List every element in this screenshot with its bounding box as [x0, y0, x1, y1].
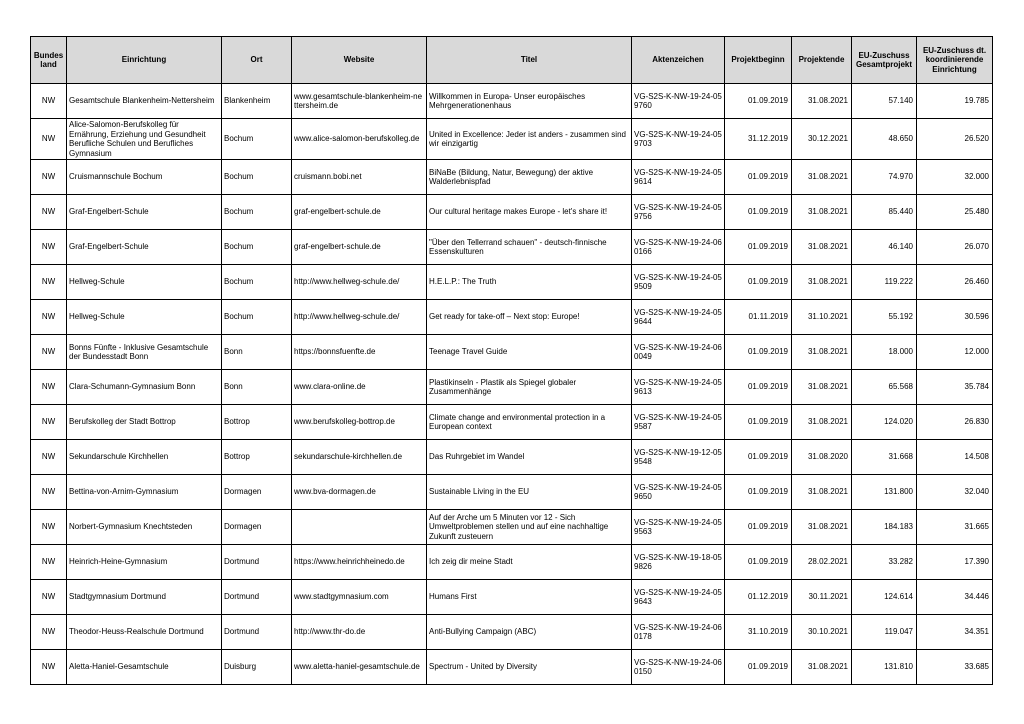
table-row: [31, 230, 993, 265]
header-row: [31, 37, 993, 84]
cell-bundesland: NW: [31, 545, 67, 580]
cell-eu-zuschuss-gesamt: 46.140: [852, 230, 917, 265]
cell-ort: Dortmund: [222, 615, 292, 650]
cell-aktenzeichen: VG-S2S-K-NW-19-24-060150: [632, 650, 725, 685]
cell-projektende: 30.12.2021: [792, 119, 852, 160]
cell-website: http://www.hellweg-schule.de/: [292, 300, 427, 335]
col-header-eu-zuschuss-koordinierend: EU-Zuschuss dt. koordinierende Einrichtung: [917, 37, 993, 84]
cell-website: www.aletta-haniel-gesamtschule.de: [292, 650, 427, 685]
col-header-aktenzeichen: Aktenzeichen: [632, 37, 725, 84]
cell-projektende: 31.08.2021: [792, 370, 852, 405]
cell-projektbeginn: 01.09.2019: [725, 230, 792, 265]
table-row: [31, 160, 993, 195]
cell-eu-zuschuss-gesamt: 124.020: [852, 405, 917, 440]
cell-titel: United in Excellence: Jeder ist anders - zusammen sind wir einzigartig: [427, 119, 632, 160]
cell-aktenzeichen: VG-S2S-K-NW-19-24-059756: [632, 195, 725, 230]
cell-eu-zuschuss-koordinierend: 19.785: [917, 84, 993, 119]
cell-projektbeginn: 01.09.2019: [725, 405, 792, 440]
cell-website: cruismann.bobi.net: [292, 160, 427, 195]
table-row: [31, 440, 993, 475]
cell-titel: Plastikinseln - Plastik als Spiegel globaler Zusammenhänge: [427, 370, 632, 405]
cell-einrichtung: Theodor-Heuss-Realschule Dortmund: [67, 615, 222, 650]
cell-einrichtung: Aletta-Haniel-Gesamtschule: [67, 650, 222, 685]
cell-website: sekundarschule-kirchhellen.de: [292, 440, 427, 475]
cell-website: http://www.thr-do.de: [292, 615, 427, 650]
cell-aktenzeichen: VG-S2S-K-NW-19-18-059826: [632, 545, 725, 580]
cell-projektbeginn: 01.09.2019: [725, 650, 792, 685]
col-header-bundesland: Bundes land: [31, 37, 67, 84]
cell-titel: Willkommen in Europa- Unser europäisches Mehrgenerationenhaus: [427, 84, 632, 119]
cell-bundesland: NW: [31, 615, 67, 650]
cell-eu-zuschuss-koordinierend: 31.665: [917, 510, 993, 545]
cell-titel: H.E.L.P.: The Truth: [427, 265, 632, 300]
cell-titel: BiNaBe (Bildung, Natur, Bewegung) der aktive Walderlebnispfad: [427, 160, 632, 195]
cell-ort: Bonn: [222, 370, 292, 405]
cell-aktenzeichen: VG-S2S-K-NW-19-24-059644: [632, 300, 725, 335]
cell-projektbeginn: 01.12.2019: [725, 580, 792, 615]
cell-ort: Bochum: [222, 195, 292, 230]
table-row: [31, 545, 993, 580]
col-header-eu-zuschuss-gesamt: EU-Zuschuss Gesamtprojekt: [852, 37, 917, 84]
cell-eu-zuschuss-gesamt: 85.440: [852, 195, 917, 230]
cell-ort: Blankenheim: [222, 84, 292, 119]
cell-einrichtung: Graf-Engelbert-Schule: [67, 230, 222, 265]
table-row: [31, 84, 993, 119]
cell-einrichtung: Sekundarschule Kirchhellen: [67, 440, 222, 475]
cell-projektende: 31.08.2021: [792, 230, 852, 265]
cell-ort: Dormagen: [222, 510, 292, 545]
cell-titel: Humans First: [427, 580, 632, 615]
table-row: [31, 300, 993, 335]
cell-projektende: 28.02.2021: [792, 545, 852, 580]
cell-projektbeginn: 01.09.2019: [725, 335, 792, 370]
cell-eu-zuschuss-gesamt: 74.970: [852, 160, 917, 195]
cell-eu-zuschuss-gesamt: 124.614: [852, 580, 917, 615]
cell-einrichtung: Bettina-von-Arnim-Gymnasium: [67, 475, 222, 510]
cell-ort: Bonn: [222, 335, 292, 370]
table-row: [31, 370, 993, 405]
cell-website: www.stadtgymnasium.com: [292, 580, 427, 615]
cell-website: [292, 510, 427, 545]
cell-einrichtung: Graf-Engelbert-Schule: [67, 195, 222, 230]
cell-eu-zuschuss-koordinierend: 26.520: [917, 119, 993, 160]
cell-bundesland: NW: [31, 335, 67, 370]
cell-titel: Auf der Arche um 5 Minuten vor 12 - Sich Umweltproblemen stellen und auf eine nachhaltige Zukunft zusteuern: [427, 510, 632, 545]
cell-bundesland: NW: [31, 195, 67, 230]
cell-projektende: 31.08.2021: [792, 475, 852, 510]
cell-website: https://www.heinrichheinedo.de: [292, 545, 427, 580]
cell-ort: Bottrop: [222, 440, 292, 475]
table-row: [31, 650, 993, 685]
cell-eu-zuschuss-koordinierend: 32.000: [917, 160, 993, 195]
cell-titel: Our cultural heritage makes Europe - let's share it!: [427, 195, 632, 230]
cell-eu-zuschuss-koordinierend: 32.040: [917, 475, 993, 510]
cell-projektbeginn: 01.09.2019: [725, 510, 792, 545]
cell-website: www.gesamtschule-blankenheim-nettersheim.de: [292, 84, 427, 119]
cell-bundesland: NW: [31, 370, 67, 405]
cell-website: www.bva-dormagen.de: [292, 475, 427, 510]
cell-eu-zuschuss-koordinierend: 12.000: [917, 335, 993, 370]
cell-projektende: 31.08.2021: [792, 265, 852, 300]
cell-aktenzeichen: VG-S2S-K-NW-19-24-059760: [632, 84, 725, 119]
cell-eu-zuschuss-gesamt: 55.192: [852, 300, 917, 335]
table-row: [31, 580, 993, 615]
cell-aktenzeichen: VG-S2S-K-NW-19-24-060049: [632, 335, 725, 370]
cell-eu-zuschuss-koordinierend: 35.784: [917, 370, 993, 405]
cell-eu-zuschuss-gesamt: 119.222: [852, 265, 917, 300]
cell-ort: Bochum: [222, 230, 292, 265]
cell-eu-zuschuss-gesamt: 31.668: [852, 440, 917, 475]
cell-aktenzeichen: VG-S2S-K-NW-19-24-059643: [632, 580, 725, 615]
cell-eu-zuschuss-koordinierend: 34.446: [917, 580, 993, 615]
cell-eu-zuschuss-koordinierend: 34.351: [917, 615, 993, 650]
table-row: [31, 119, 993, 160]
cell-projektende: 30.10.2021: [792, 615, 852, 650]
cell-aktenzeichen: VG-S2S-K-NW-19-24-060178: [632, 615, 725, 650]
cell-einrichtung: Hellweg-Schule: [67, 265, 222, 300]
cell-projektende: 31.08.2021: [792, 160, 852, 195]
cell-ort: Dortmund: [222, 545, 292, 580]
cell-projektbeginn: 01.09.2019: [725, 265, 792, 300]
table-row: [31, 265, 993, 300]
table-row: [31, 615, 993, 650]
cell-bundesland: NW: [31, 300, 67, 335]
cell-projektbeginn: 01.09.2019: [725, 370, 792, 405]
col-header-titel: Titel: [427, 37, 632, 84]
cell-aktenzeichen: VG-S2S-K-NW-19-24-059509: [632, 265, 725, 300]
table-row: [31, 510, 993, 545]
col-header-website: Website: [292, 37, 427, 84]
cell-projektbeginn: 01.09.2019: [725, 160, 792, 195]
cell-titel: Spectrum - United by Diversity: [427, 650, 632, 685]
cell-einrichtung: Berufskolleg der Stadt Bottrop: [67, 405, 222, 440]
project-table: [30, 36, 993, 685]
cell-projektende: 31.10.2021: [792, 300, 852, 335]
cell-bundesland: NW: [31, 119, 67, 160]
cell-ort: Duisburg: [222, 650, 292, 685]
cell-projektbeginn: 31.10.2019: [725, 615, 792, 650]
cell-bundesland: NW: [31, 510, 67, 545]
cell-projektbeginn: 01.11.2019: [725, 300, 792, 335]
cell-projektende: 31.08.2021: [792, 510, 852, 545]
cell-bundesland: NW: [31, 265, 67, 300]
cell-bundesland: NW: [31, 230, 67, 265]
cell-projektende: 31.08.2020: [792, 440, 852, 475]
cell-eu-zuschuss-gesamt: 57.140: [852, 84, 917, 119]
col-header-ort: Ort: [222, 37, 292, 84]
cell-website: www.berufskolleg-bottrop.de: [292, 405, 427, 440]
cell-aktenzeichen: VG-S2S-K-NW-19-24-060166: [632, 230, 725, 265]
cell-website: http://www.hellweg-schule.de/: [292, 265, 427, 300]
cell-eu-zuschuss-gesamt: 65.568: [852, 370, 917, 405]
cell-projektbeginn: 31.12.2019: [725, 119, 792, 160]
cell-eu-zuschuss-koordinierend: 33.685: [917, 650, 993, 685]
cell-bundesland: NW: [31, 84, 67, 119]
cell-projektende: 30.11.2021: [792, 580, 852, 615]
cell-ort: Bottrop: [222, 405, 292, 440]
cell-titel: Teenage Travel Guide: [427, 335, 632, 370]
col-header-projektbeginn: Projektbeginn: [725, 37, 792, 84]
cell-einrichtung: Alice-Salomon-Berufskolleg für Ernährung, Erziehung und Gesundheit Berufliche Schulen und Berufliches Gymnasium: [67, 119, 222, 160]
cell-ort: Bochum: [222, 300, 292, 335]
cell-eu-zuschuss-gesamt: 48.650: [852, 119, 917, 160]
cell-ort: Bochum: [222, 265, 292, 300]
cell-titel: Get ready for take-off – Next stop: Europe!: [427, 300, 632, 335]
cell-einrichtung: Stadtgymnasium Dortmund: [67, 580, 222, 615]
cell-aktenzeichen: VG-S2S-K-NW-19-24-059614: [632, 160, 725, 195]
cell-einrichtung: Hellweg-Schule: [67, 300, 222, 335]
cell-titel: "Über den Tellerrand schauen" - deutsch-finnische Essenskulturen: [427, 230, 632, 265]
cell-einrichtung: Norbert-Gymnasium Knechtsteden: [67, 510, 222, 545]
table-row: [31, 195, 993, 230]
cell-ort: Dortmund: [222, 580, 292, 615]
cell-einrichtung: Gesamtschule Blankenheim-Nettersheim: [67, 84, 222, 119]
cell-einrichtung: Clara-Schumann-Gymnasium Bonn: [67, 370, 222, 405]
cell-website: graf-engelbert-schule.de: [292, 230, 427, 265]
cell-titel: Ich zeig dir meine Stadt: [427, 545, 632, 580]
cell-eu-zuschuss-gesamt: 131.810: [852, 650, 917, 685]
cell-aktenzeichen: VG-S2S-K-NW-19-12-059548: [632, 440, 725, 475]
cell-projektende: 31.08.2021: [792, 405, 852, 440]
cell-einrichtung: Heinrich-Heine-Gymnasium: [67, 545, 222, 580]
cell-bundesland: NW: [31, 650, 67, 685]
cell-aktenzeichen: VG-S2S-K-NW-19-24-059587: [632, 405, 725, 440]
cell-projektbeginn: 01.09.2019: [725, 440, 792, 475]
cell-eu-zuschuss-koordinierend: 25.480: [917, 195, 993, 230]
cell-projektende: 31.08.2021: [792, 335, 852, 370]
cell-titel: Sustainable Living in the EU: [427, 475, 632, 510]
cell-eu-zuschuss-koordinierend: 17.390: [917, 545, 993, 580]
cell-eu-zuschuss-gesamt: 131.800: [852, 475, 917, 510]
cell-bundesland: NW: [31, 580, 67, 615]
cell-projektbeginn: 01.09.2019: [725, 475, 792, 510]
cell-bundesland: NW: [31, 440, 67, 475]
table-row: [31, 475, 993, 510]
cell-eu-zuschuss-gesamt: 33.282: [852, 545, 917, 580]
cell-ort: Bochum: [222, 119, 292, 160]
cell-einrichtung: Bonns Fünfte - Inklusive Gesamtschule der Bundesstadt Bonn: [67, 335, 222, 370]
cell-website: graf-engelbert-schule.de: [292, 195, 427, 230]
cell-aktenzeichen: VG-S2S-K-NW-19-24-059703: [632, 119, 725, 160]
cell-website: www.clara-online.de: [292, 370, 427, 405]
table-row: [31, 405, 993, 440]
cell-eu-zuschuss-koordinierend: 26.830: [917, 405, 993, 440]
cell-website: https://bonnsfuenfte.de: [292, 335, 427, 370]
cell-projektende: 31.08.2021: [792, 650, 852, 685]
cell-aktenzeichen: VG-S2S-K-NW-19-24-059563: [632, 510, 725, 545]
cell-eu-zuschuss-koordinierend: 30.596: [917, 300, 993, 335]
cell-ort: Dormagen: [222, 475, 292, 510]
cell-eu-zuschuss-koordinierend: 26.070: [917, 230, 993, 265]
cell-aktenzeichen: VG-S2S-K-NW-19-24-059613: [632, 370, 725, 405]
cell-bundesland: NW: [31, 160, 67, 195]
cell-eu-zuschuss-koordinierend: 26.460: [917, 265, 993, 300]
cell-eu-zuschuss-gesamt: 119.047: [852, 615, 917, 650]
cell-aktenzeichen: VG-S2S-K-NW-19-24-059650: [632, 475, 725, 510]
cell-eu-zuschuss-koordinierend: 14.508: [917, 440, 993, 475]
col-header-einrichtung: Einrichtung: [67, 37, 222, 84]
table-row: [31, 335, 993, 370]
cell-eu-zuschuss-gesamt: 184.183: [852, 510, 917, 545]
cell-bundesland: NW: [31, 475, 67, 510]
cell-ort: Bochum: [222, 160, 292, 195]
cell-website: www.alice-salomon-berufskolleg.de: [292, 119, 427, 160]
cell-projektbeginn: 01.09.2019: [725, 84, 792, 119]
cell-projektbeginn: 01.09.2019: [725, 545, 792, 580]
cell-titel: Anti-Bullying Campaign (ABC): [427, 615, 632, 650]
col-header-projektende: Projektende: [792, 37, 852, 84]
cell-projektende: 31.08.2021: [792, 195, 852, 230]
cell-eu-zuschuss-gesamt: 18.000: [852, 335, 917, 370]
cell-projektende: 31.08.2021: [792, 84, 852, 119]
cell-titel: Climate change and environmental protection in a European context: [427, 405, 632, 440]
cell-bundesland: NW: [31, 405, 67, 440]
cell-titel: Das Ruhrgebiet im Wandel: [427, 440, 632, 475]
cell-projektbeginn: 01.09.2019: [725, 195, 792, 230]
cell-einrichtung: Cruismannschule Bochum: [67, 160, 222, 195]
